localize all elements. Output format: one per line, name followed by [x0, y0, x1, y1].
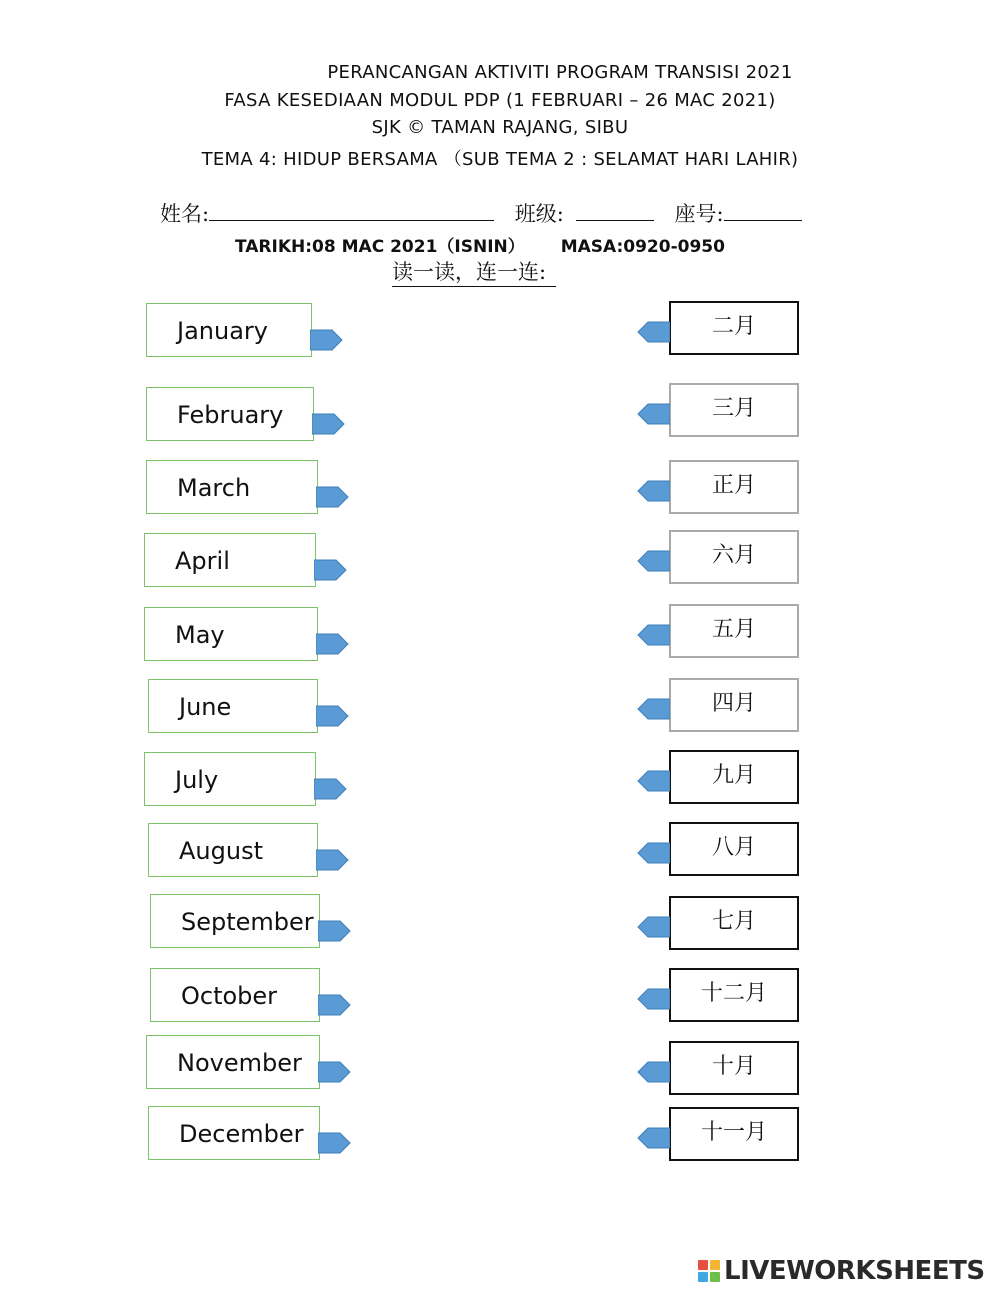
seat-label: 座号: — [674, 202, 724, 226]
left-connector-arrow-icon[interactable] — [636, 1126, 670, 1150]
left-connector-arrow-icon[interactable] — [636, 549, 670, 573]
right-connector-arrow-icon[interactable] — [312, 412, 346, 436]
left-connector-arrow-icon[interactable] — [636, 987, 670, 1011]
chinese-month-box[interactable]: 四月 — [669, 678, 799, 732]
english-month-label: August — [179, 837, 263, 865]
left-connector-arrow-icon[interactable] — [636, 320, 670, 344]
english-month-box[interactable] — [144, 607, 318, 661]
instruction: 读一读，连一连: — [392, 258, 556, 287]
english-month-label: March — [177, 474, 251, 502]
seat-blank[interactable] — [724, 202, 802, 221]
right-connector-arrow-icon[interactable] — [316, 632, 350, 656]
chinese-month-box[interactable]: 八月 — [669, 822, 799, 876]
english-month-label: July — [175, 766, 219, 794]
right-connector-arrow-icon[interactable] — [318, 919, 352, 943]
english-month-box[interactable] — [144, 533, 316, 587]
english-month-box[interactable] — [148, 679, 318, 733]
class-blank[interactable] — [576, 202, 654, 221]
name-label: 姓名: — [160, 202, 210, 226]
right-connector-arrow-icon[interactable] — [316, 485, 350, 509]
right-connector-arrow-icon[interactable] — [316, 704, 350, 728]
english-month-label: December — [179, 1120, 304, 1148]
chinese-month-box[interactable]: 六月 — [669, 530, 799, 584]
chinese-month-box[interactable]: 九月 — [669, 750, 799, 804]
english-month-box[interactable] — [148, 1106, 320, 1160]
class-label: 班级: — [514, 202, 564, 226]
header-line-1: PERANCANGAN AKTIVITI PROGRAM TRANSISI 2021 — [327, 62, 793, 83]
date-row — [235, 232, 725, 257]
english-month-box[interactable] — [150, 968, 320, 1022]
left-connector-arrow-icon[interactable] — [636, 402, 670, 426]
left-connector-arrow-icon[interactable] — [636, 915, 670, 939]
english-month-box[interactable] — [150, 894, 320, 948]
english-month-box[interactable] — [148, 823, 318, 877]
left-connector-arrow-icon[interactable] — [636, 1060, 670, 1084]
chinese-month-box[interactable]: 七月 — [669, 896, 799, 950]
english-month-label: May — [175, 621, 225, 649]
chinese-month-box[interactable]: 二月 — [669, 301, 799, 355]
right-connector-arrow-icon[interactable] — [316, 848, 350, 872]
english-month-box[interactable] — [146, 460, 318, 514]
header-line-2: FASA KESEDIAAN MODUL PDP (1 FEBRUARI – 26 MAC 2021) — [224, 90, 776, 111]
header-line-3: SJK © TAMAN RAJANG, SIBU — [371, 117, 629, 138]
chinese-month-box[interactable]: 正月 — [669, 460, 799, 514]
right-connector-arrow-icon[interactable] — [314, 777, 348, 801]
name-blank[interactable] — [209, 202, 494, 221]
chinese-month-box[interactable]: 三月 — [669, 383, 799, 437]
header-line-4: TEMA 4: HIDUP BERSAMA （SUB TEMA 2 : SELAMAT HARI LAHIR) — [201, 149, 799, 170]
english-month-box[interactable] — [146, 387, 314, 441]
left-connector-arrow-icon[interactable] — [636, 841, 670, 865]
chinese-month-box[interactable]: 十一月 — [669, 1107, 799, 1161]
chinese-month-box[interactable]: 五月 — [669, 604, 799, 658]
right-connector-arrow-icon[interactable] — [318, 1131, 352, 1155]
student-info-row — [160, 198, 802, 228]
liveworksheets-logo-icon — [698, 1260, 720, 1282]
right-connector-arrow-icon[interactable] — [314, 558, 348, 582]
right-connector-arrow-icon[interactable] — [318, 1060, 352, 1084]
time-text: MASA:0920-0950 — [560, 237, 725, 257]
english-month-box[interactable] — [144, 752, 316, 806]
english-month-label: September — [181, 908, 314, 936]
chinese-month-box[interactable]: 十月 — [669, 1041, 799, 1095]
left-connector-arrow-icon[interactable] — [636, 697, 670, 721]
date-text: TARIKH:08 MAC 2021（ISNIN） — [235, 237, 525, 257]
english-month-label: January — [177, 317, 268, 345]
english-month-label: November — [177, 1049, 302, 1077]
liveworksheets-logo — [698, 1254, 985, 1288]
english-month-box[interactable] — [146, 1035, 320, 1089]
english-month-label: April — [175, 547, 230, 575]
left-connector-arrow-icon[interactable] — [636, 769, 670, 793]
right-connector-arrow-icon[interactable] — [310, 328, 344, 352]
english-month-label: February — [177, 401, 284, 429]
english-month-box[interactable] — [146, 303, 312, 357]
left-connector-arrow-icon[interactable] — [636, 479, 670, 503]
left-connector-arrow-icon[interactable] — [636, 623, 670, 647]
logo-text: LIVEWORKSHEETS — [724, 1256, 985, 1286]
right-connector-arrow-icon[interactable] — [318, 993, 352, 1017]
english-month-label: October — [181, 982, 278, 1010]
english-month-label: June — [179, 693, 232, 721]
chinese-month-box[interactable]: 十二月 — [669, 968, 799, 1022]
